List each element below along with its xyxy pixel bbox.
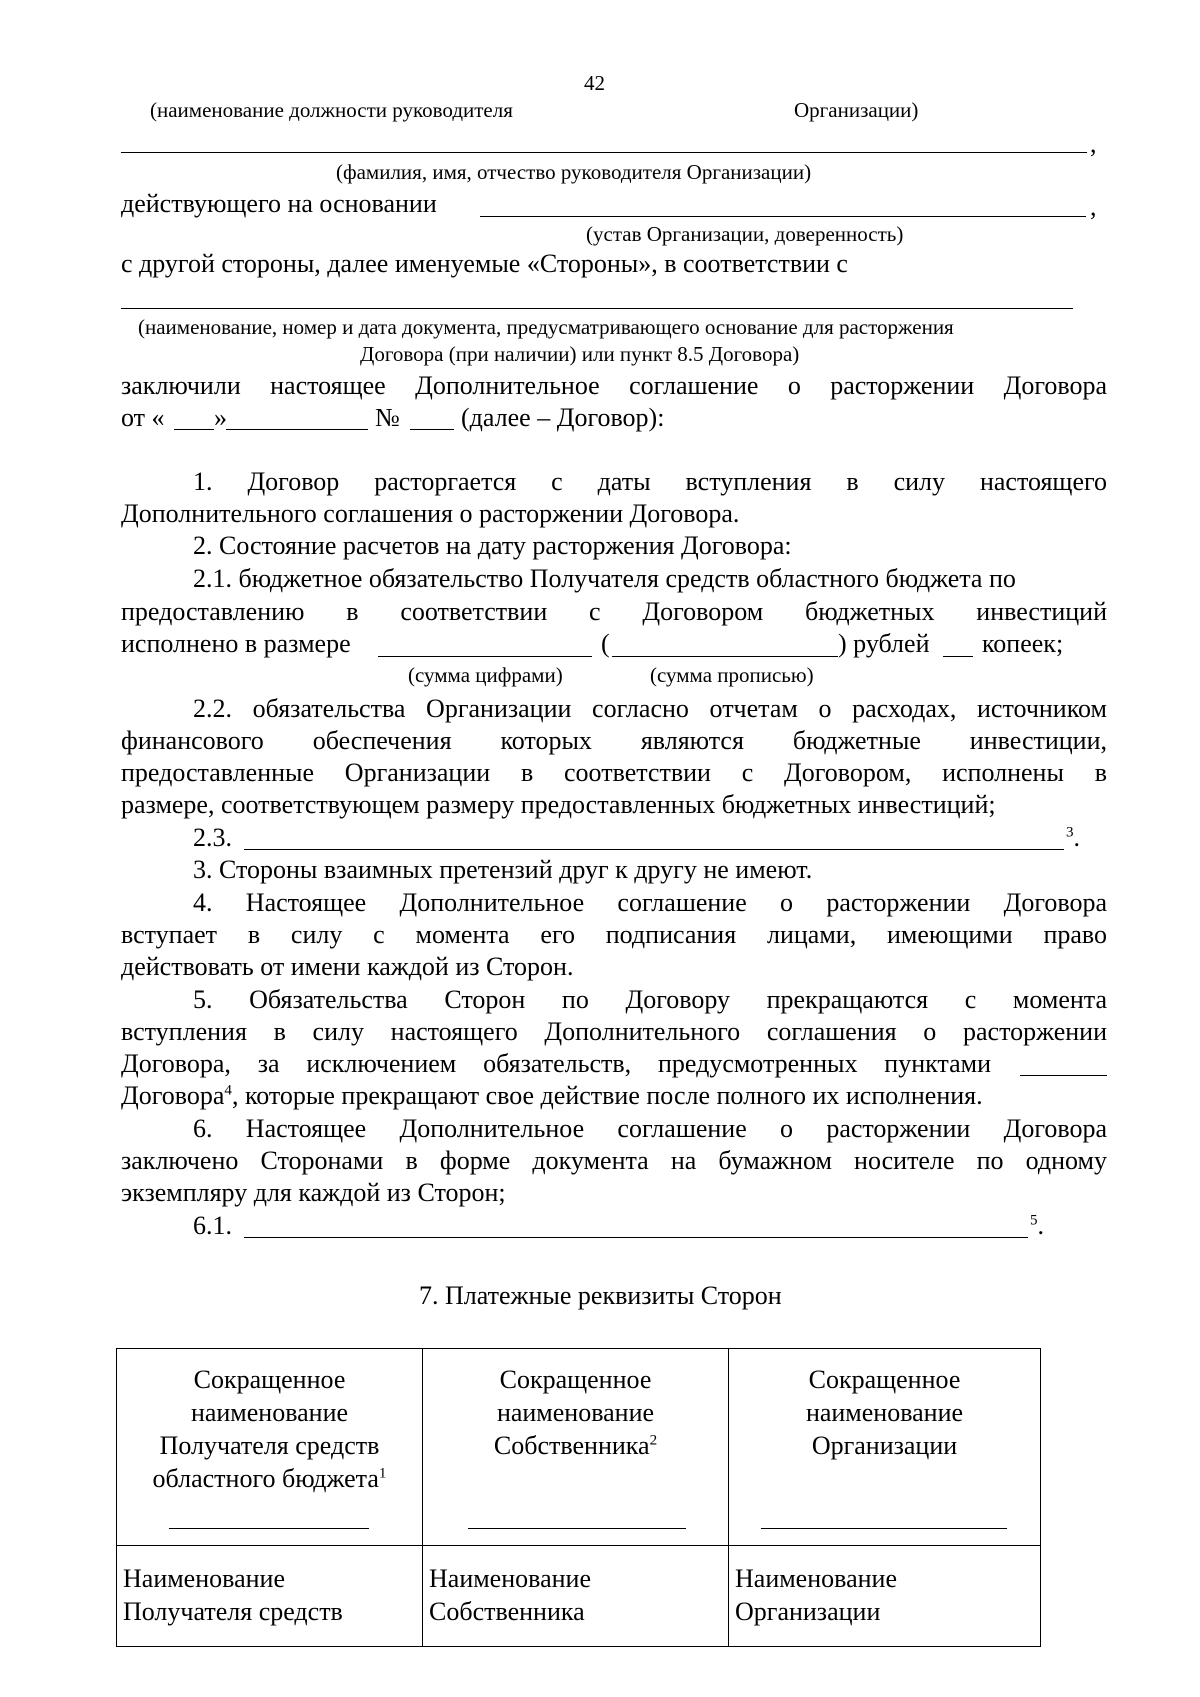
caption-sum-digits: (сумма цифрами) — [408, 663, 563, 687]
requisites-table — [116, 1348, 1041, 1647]
p22-line-3: предоставленные Организации в соответствии с Договором, исполнены в — [121, 758, 1107, 787]
blank-number-line — [410, 429, 454, 430]
cell-text: Наименование — [735, 1564, 897, 1593]
concluded-line-2-prefix: от « — [121, 403, 165, 432]
header-text: наименование — [805, 1398, 964, 1427]
p4-line-1: 4. Настоящее Дополнительное соглашение о расторжении Договора — [193, 888, 1107, 917]
cell-text: Получателя средств — [123, 1597, 343, 1626]
p5-line-3: Договора, за исключением обязательств, предусмотренных пунктами — [121, 1049, 991, 1078]
signature-line — [468, 1528, 686, 1529]
p5-line-1: 5. Обязательства Сторон по Договору прекращаются с момента — [193, 985, 1107, 1014]
blank-clauses-line — [1020, 1075, 1107, 1076]
header-text: Организации — [811, 1431, 958, 1460]
table-cell — [729, 1546, 1041, 1647]
caption-document-1: (наименование, номер и дата документа, предусматривающего основание для расторжения — [138, 315, 954, 339]
p6-line-2: заключено Сторонами в форме документа на бумажном носителе по одному — [121, 1146, 1107, 1175]
p21-line-3-kop: копеек; — [982, 629, 1064, 658]
page-number: 42 — [584, 71, 605, 95]
p6-line-1: 6. Настоящее Дополнительное соглашение о расторжении Договора — [193, 1114, 1107, 1143]
blank-sum-digits-line — [378, 656, 592, 657]
p5-line-4 — [121, 1080, 983, 1112]
p4-line-2: вступает в силу с момента его подписания лицами, имеющими право — [121, 920, 1107, 949]
p3-text: 3. Стороны взаимных претензий друг к другу не имеют. — [193, 855, 813, 884]
caption-position: (наименование должности руководителя — [150, 98, 513, 122]
header-text: Получателя средств — [159, 1431, 380, 1460]
table-cell — [423, 1546, 729, 1647]
cell-text: Наименование — [123, 1564, 285, 1593]
table-header-row — [117, 1349, 1041, 1546]
blank-p61-line — [244, 1237, 1028, 1238]
blank-kopeks-line — [943, 656, 973, 657]
blank-p23-line — [244, 849, 1064, 850]
blank-month-line — [226, 429, 368, 430]
caption-sum-words: (сумма прописью) — [650, 663, 814, 687]
blank-day-line — [174, 429, 214, 430]
concluded-line-1: заключили настоящее Дополнительное соглашение о расторжении Договора — [121, 371, 1107, 400]
cell-text: Наименование — [429, 1564, 591, 1593]
concluded-line-2-num: № — [375, 403, 400, 432]
footnote-3: 3 — [1066, 824, 1074, 841]
p5-line-4-b: , которые прекращают свое действие после полного их исполнения. — [231, 1081, 983, 1110]
p4-line-3: действовать от имени каждой из Сторон. — [121, 952, 574, 981]
header-text: областного бюджета$^1$ — [152, 1464, 387, 1493]
period: . — [1073, 823, 1081, 852]
header-cell-owner — [423, 1349, 729, 1546]
signature-line — [761, 1528, 1007, 1529]
acting-basis-text: действующего на основании — [121, 189, 437, 218]
p22-line-1: 2.2. обязательства Организации согласно отчетам о расходах, источником — [193, 694, 1107, 723]
blank-basis-line — [480, 216, 1086, 217]
footnote-4: 4 — [224, 1082, 232, 1099]
signature-line — [169, 1528, 369, 1529]
blank-fio-line — [121, 152, 1087, 153]
header-text: наименование — [190, 1398, 349, 1427]
p1-line-2: Дополнительного соглашения о расторжении Договора. — [121, 499, 740, 528]
header-cell-organization — [729, 1349, 1041, 1546]
caption-ustav: (устав Организации, доверенность) — [586, 222, 904, 246]
cell-text: Собственника — [429, 1597, 585, 1626]
p61-label: 6.1. — [193, 1211, 232, 1240]
p1-line-1: 1. Договор расторгается с даты вступления в силу настоящего — [193, 467, 1107, 496]
footnote-2: 2 — [649, 1432, 658, 1449]
caption-fio: (фамилия, имя, отчество руководителя Организации) — [336, 160, 812, 184]
p61-footnote-wrap — [1030, 1210, 1044, 1242]
footnote-1: 1 — [378, 1465, 387, 1482]
p21-line-2: предоставлению в соответствии с Договором бюджетных инвестиций — [121, 597, 1107, 626]
p22-line-4: размере, соответствующем размеру предоставленных бюджетных инвестиций; — [121, 790, 996, 819]
p5-line-2: вступления в силу настоящего Дополнительного соглашения о расторжении — [121, 1017, 1107, 1046]
section-7-title: 7. Платежные реквизиты Сторон — [419, 1281, 782, 1310]
header-text: наименование — [496, 1398, 655, 1427]
cell-text: Организации — [735, 1597, 881, 1626]
header-text: Сокращенное — [499, 1365, 652, 1394]
blank-document-line — [121, 308, 1073, 309]
other-party-text: с другой стороны, далее именуемые «Стороны», в соответствии с — [121, 249, 848, 278]
footnote-5: 5 — [1030, 1212, 1038, 1229]
p6-line-3: экземпляру для каждой из Сторон; — [121, 1178, 506, 1207]
header-cell-recipient — [117, 1349, 423, 1546]
concluded-line-2-mid: » — [214, 403, 227, 432]
header-text: Собственника$^2$ — [493, 1431, 658, 1460]
header-text: Сокращенное — [193, 1365, 346, 1394]
paren-open: ( — [601, 629, 610, 658]
table-row — [117, 1546, 1041, 1647]
period: . — [1037, 1211, 1045, 1240]
concluded-line-2-suffix: (далее – Договор): — [461, 403, 665, 432]
header-text: Сокращенное — [808, 1365, 961, 1394]
caption-document-2: Договора (при наличии) или пункт 8.5 Договора) — [360, 342, 800, 366]
caption-organization: Организации) — [794, 98, 919, 122]
p23-footnote-wrap — [1066, 822, 1080, 854]
p21-line-3-rub: ) рублей — [838, 629, 930, 658]
p2-text: 2. Состояние расчетов на дату расторжения Договора: — [193, 531, 792, 560]
comma: , — [1090, 192, 1097, 221]
p21-line-3-prefix: исполнено в размере — [121, 629, 351, 658]
blank-sum-words-line — [612, 656, 838, 657]
comma: , — [1090, 129, 1097, 158]
table-cell — [117, 1546, 423, 1647]
p21-line-1: 2.1. бюджетное обязательство Получателя средств областного бюджета по — [193, 564, 1016, 593]
p22-line-2: финансового обеспечения которых являются бюджетные инвестиции, — [121, 726, 1107, 755]
p23-label: 2.3. — [193, 823, 232, 852]
p5-line-4-a: Договора — [121, 1081, 225, 1110]
